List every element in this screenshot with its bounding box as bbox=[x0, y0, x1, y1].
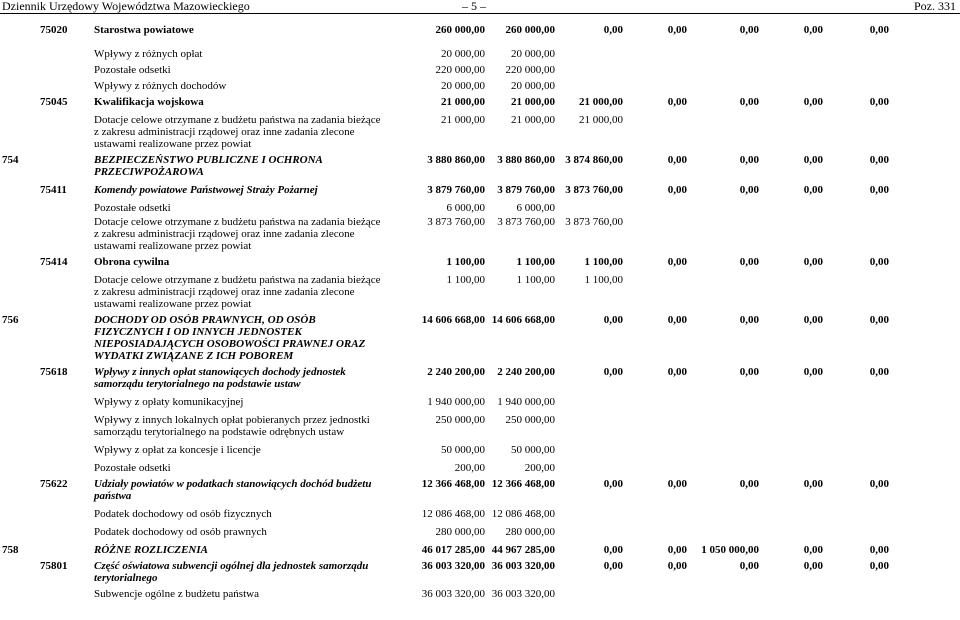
amount-cell: 50 000,00 bbox=[511, 444, 555, 456]
amount-cell: 0,00 bbox=[803, 154, 823, 166]
table-row bbox=[0, 508, 960, 526]
chapter-cell bbox=[0, 274, 36, 314]
chapter-cell bbox=[0, 64, 36, 80]
amount-cell: 0,00 bbox=[803, 256, 823, 268]
amount-cell bbox=[556, 526, 624, 544]
amount-cell: 250 000,00 bbox=[505, 414, 555, 426]
amount-cell bbox=[624, 48, 688, 64]
amount-cell: 0,00 bbox=[869, 366, 889, 378]
amount-cell bbox=[688, 508, 760, 526]
amount-cell bbox=[624, 274, 688, 314]
amount-cell: 21 000,00 bbox=[441, 96, 485, 108]
amount-cell bbox=[760, 216, 824, 256]
description-cell: Dotacje celowe otrzymane z budżetu państwa na zadania bieżące z zakresu administracji rządowej oraz inne zadania zlecone ustawami realizowane przez powiat bbox=[94, 274, 381, 310]
amount-cell bbox=[760, 80, 824, 96]
section-cell: 75622 bbox=[40, 478, 68, 490]
amount-cell bbox=[624, 114, 688, 154]
page-number: – 5 – bbox=[462, 0, 486, 13]
amount-cell: 1 100,00 bbox=[446, 274, 485, 286]
amount-cell bbox=[688, 274, 760, 314]
amount-cell bbox=[688, 48, 760, 64]
amount-cell bbox=[624, 462, 688, 478]
amount-cell: 0,00 bbox=[739, 366, 759, 378]
amount-cell bbox=[760, 526, 824, 544]
description-cell: Pozostałe odsetki bbox=[94, 64, 171, 76]
amount-cell: 12 086 468,00 bbox=[491, 508, 555, 520]
amount-cell: 12 366 468,00 bbox=[421, 478, 485, 490]
table-row bbox=[0, 216, 960, 256]
description-cell: Obrona cywilna bbox=[94, 256, 170, 268]
amount-cell: 14 606 668,00 bbox=[491, 314, 555, 326]
amount-cell bbox=[760, 414, 824, 444]
amount-cell: 1 940 000,00 bbox=[497, 396, 555, 408]
amount-cell: 1 100,00 bbox=[516, 256, 555, 268]
amount-cell: 0,00 bbox=[739, 184, 759, 196]
table-row bbox=[0, 462, 960, 478]
description-cell: Dotacje celowe otrzymane z budżetu państwa na zadania bieżące z zakresu administracji rządowej oraz inne zadania zlecone ustawami realizowane przez powiat bbox=[94, 216, 381, 252]
amount-cell bbox=[624, 64, 688, 80]
amount-cell: 21 000,00 bbox=[511, 114, 555, 126]
amount-cell bbox=[760, 588, 824, 604]
amount-cell bbox=[624, 80, 688, 96]
amount-cell: 0,00 bbox=[603, 560, 623, 572]
table-row bbox=[0, 544, 960, 560]
amount-cell bbox=[556, 508, 624, 526]
amount-cell: 20 000,00 bbox=[441, 80, 485, 92]
section-cell bbox=[36, 544, 90, 560]
chapter-cell bbox=[0, 526, 36, 544]
amount-cell bbox=[688, 526, 760, 544]
amount-cell bbox=[688, 444, 760, 462]
page-header bbox=[0, 0, 960, 14]
amount-cell bbox=[824, 508, 890, 526]
section-cell: 75801 bbox=[40, 560, 68, 572]
amount-cell: 250 000,00 bbox=[435, 414, 485, 426]
amount-cell: 46 017 285,00 bbox=[421, 544, 485, 556]
table-row bbox=[0, 96, 960, 114]
amount-cell: 0,00 bbox=[803, 478, 823, 490]
amount-cell: 0,00 bbox=[869, 560, 889, 572]
amount-cell: 0,00 bbox=[803, 184, 823, 196]
amount-cell bbox=[556, 396, 624, 414]
amount-cell: 6 000,00 bbox=[516, 202, 555, 214]
amount-cell: 0,00 bbox=[869, 154, 889, 166]
amount-cell bbox=[556, 414, 624, 444]
section-cell: 75411 bbox=[40, 184, 67, 196]
amount-cell bbox=[688, 414, 760, 444]
section-cell bbox=[36, 414, 90, 444]
amount-cell bbox=[760, 274, 824, 314]
amount-cell: 20 000,00 bbox=[511, 80, 555, 92]
description-cell: Komendy powiatowe Państwowej Straży Pożarnej bbox=[94, 184, 318, 196]
amount-cell: 0,00 bbox=[603, 478, 623, 490]
amount-cell: 0,00 bbox=[803, 544, 823, 556]
amount-cell: 2 240 200,00 bbox=[497, 366, 555, 378]
amount-cell: 1 100,00 bbox=[446, 256, 485, 268]
amount-cell: 280 000,00 bbox=[505, 526, 555, 538]
amount-cell: 0,00 bbox=[667, 154, 687, 166]
amount-cell: 21 000,00 bbox=[579, 114, 623, 126]
amount-cell: 21 000,00 bbox=[511, 96, 555, 108]
amount-cell: 0,00 bbox=[667, 314, 687, 326]
chapter-cell: 754 bbox=[2, 154, 19, 166]
table-row bbox=[0, 314, 960, 366]
amount-cell bbox=[760, 462, 824, 478]
chapter-cell bbox=[0, 216, 36, 256]
amount-cell bbox=[824, 64, 890, 80]
amount-cell: 3 873 760,00 bbox=[565, 184, 623, 196]
amount-cell: 0,00 bbox=[603, 24, 623, 36]
table-row bbox=[0, 526, 960, 544]
amount-cell bbox=[624, 444, 688, 462]
amount-cell: 0,00 bbox=[667, 366, 687, 378]
amount-cell bbox=[688, 202, 760, 216]
table-row bbox=[0, 64, 960, 80]
section-cell bbox=[36, 462, 90, 478]
amount-cell: 3 873 760,00 bbox=[427, 216, 485, 228]
amount-cell: 0,00 bbox=[739, 478, 759, 490]
amount-cell bbox=[760, 444, 824, 462]
amount-cell: 3 879 760,00 bbox=[497, 184, 555, 196]
amount-cell bbox=[624, 526, 688, 544]
amount-cell: 0,00 bbox=[803, 560, 823, 572]
amount-cell bbox=[624, 508, 688, 526]
amount-cell bbox=[824, 444, 890, 462]
section-cell bbox=[36, 444, 90, 462]
amount-cell: 36 003 320,00 bbox=[491, 588, 555, 600]
description-cell: DOCHODY OD OSÓB PRAWNYCH, OD OSÓB FIZYCZNYCH I OD INNYCH JEDNOSTEK NIEPOSIADAJĄCYCH OSOBOWOŚCI PRAWNEJ ORAZ WYDATKI ZWIĄZANE Z ICH POBOREM bbox=[94, 314, 366, 362]
amount-cell: 1 100,00 bbox=[584, 274, 623, 286]
amount-cell: 21 000,00 bbox=[441, 114, 485, 126]
amount-cell: 0,00 bbox=[739, 314, 759, 326]
chapter-cell bbox=[0, 444, 36, 462]
position-number: Poz. 331 bbox=[914, 0, 956, 13]
amount-cell: 280 000,00 bbox=[435, 526, 485, 538]
description-cell: Dotacje celowe otrzymane z budżetu państwa na zadania bieżące z zakresu administracji rządowej oraz inne zadania zlecone ustawami realizowane przez powiat bbox=[94, 114, 381, 150]
section-cell bbox=[36, 154, 90, 184]
amount-cell bbox=[824, 48, 890, 64]
description-cell: Podatek dochodowy od osób fizycznych bbox=[94, 508, 272, 520]
amount-cell: 0,00 bbox=[667, 478, 687, 490]
table-row bbox=[0, 396, 960, 414]
description-cell: Wpływy z innych opłat stanowiących dochody jednostek samorządu terytorialnego na podstawie ustaw bbox=[94, 366, 346, 390]
description-cell: Podatek dochodowy od osób prawnych bbox=[94, 526, 267, 538]
chapter-cell bbox=[0, 462, 36, 478]
section-cell bbox=[36, 396, 90, 414]
chapter-cell bbox=[0, 184, 36, 202]
chapter-cell bbox=[0, 96, 36, 114]
table-row bbox=[0, 274, 960, 314]
amount-cell bbox=[760, 202, 824, 216]
amount-cell: 0,00 bbox=[667, 24, 687, 36]
amount-cell bbox=[688, 64, 760, 80]
table-row bbox=[0, 414, 960, 444]
amount-cell: 0,00 bbox=[803, 24, 823, 36]
amount-cell: 12 086 468,00 bbox=[421, 508, 485, 520]
chapter-cell bbox=[0, 366, 36, 396]
table-row bbox=[0, 24, 960, 48]
section-cell: 75618 bbox=[40, 366, 68, 378]
amount-cell bbox=[824, 80, 890, 96]
amount-cell: 0,00 bbox=[803, 96, 823, 108]
amount-cell bbox=[760, 508, 824, 526]
chapter-cell bbox=[0, 414, 36, 444]
amount-cell: 0,00 bbox=[667, 560, 687, 572]
section-cell bbox=[36, 588, 90, 604]
amount-cell bbox=[556, 462, 624, 478]
description-cell: Wpływy z różnych dochodów bbox=[94, 80, 227, 92]
chapter-cell: 758 bbox=[2, 544, 19, 556]
amount-cell: 0,00 bbox=[667, 96, 687, 108]
amount-cell bbox=[824, 216, 890, 256]
amount-cell: 0,00 bbox=[739, 96, 759, 108]
description-cell: BEZPIECZEŃSTWO PUBLICZNE I OCHRONA PRZECIWPOŻAROWA bbox=[94, 154, 323, 178]
amount-cell: 0,00 bbox=[869, 314, 889, 326]
section-cell: 75414 bbox=[40, 256, 68, 268]
amount-cell: 50 000,00 bbox=[441, 444, 485, 456]
amount-cell: 0,00 bbox=[869, 96, 889, 108]
amount-cell: 0,00 bbox=[603, 314, 623, 326]
table-row bbox=[0, 366, 960, 396]
amount-cell bbox=[760, 64, 824, 80]
amount-cell: 20 000,00 bbox=[441, 48, 485, 60]
amount-cell bbox=[760, 114, 824, 154]
amount-cell: 0,00 bbox=[869, 478, 889, 490]
amount-cell: 3 880 860,00 bbox=[497, 154, 555, 166]
amount-cell: 0,00 bbox=[869, 184, 889, 196]
amount-cell bbox=[688, 216, 760, 256]
description-cell: Kwalifikacja wojskowa bbox=[94, 96, 204, 108]
amount-cell bbox=[624, 216, 688, 256]
description-cell: Wpływy z opłat za koncesje i licencje bbox=[94, 444, 261, 456]
amount-cell: 0,00 bbox=[603, 544, 623, 556]
section-cell: 75020 bbox=[40, 24, 68, 36]
amount-cell: 1 940 000,00 bbox=[427, 396, 485, 408]
chapter-cell bbox=[0, 80, 36, 96]
chapter-cell bbox=[0, 588, 36, 604]
table-row bbox=[0, 48, 960, 64]
amount-cell: 0,00 bbox=[869, 544, 889, 556]
amount-cell: 3 874 860,00 bbox=[565, 154, 623, 166]
amount-cell bbox=[556, 202, 624, 216]
table-row bbox=[0, 114, 960, 154]
table-row bbox=[0, 154, 960, 184]
amount-cell bbox=[824, 396, 890, 414]
amount-cell: 0,00 bbox=[869, 256, 889, 268]
description-cell: Udziały powiatów w podatkach stanowiących dochód budżetu państwa bbox=[94, 478, 372, 502]
amount-cell bbox=[824, 414, 890, 444]
amount-cell: 200,00 bbox=[524, 462, 555, 474]
section-cell bbox=[36, 80, 90, 96]
chapter-cell bbox=[0, 256, 36, 274]
section-cell bbox=[36, 314, 90, 366]
amount-cell: 36 003 320,00 bbox=[421, 560, 485, 572]
amount-cell bbox=[824, 114, 890, 154]
table-row bbox=[0, 478, 960, 508]
amount-cell: 260 000,00 bbox=[505, 24, 555, 36]
description-cell: Wpływy z różnych opłat bbox=[94, 48, 203, 60]
section-cell bbox=[36, 508, 90, 526]
amount-cell: 0,00 bbox=[739, 154, 759, 166]
chapter-cell bbox=[0, 114, 36, 154]
amount-cell bbox=[624, 588, 688, 604]
amount-cell bbox=[556, 48, 624, 64]
amount-cell: 21 000,00 bbox=[579, 96, 623, 108]
amount-cell: 0,00 bbox=[667, 256, 687, 268]
amount-cell bbox=[760, 48, 824, 64]
amount-cell bbox=[824, 588, 890, 604]
amount-cell bbox=[556, 64, 624, 80]
amount-cell: 220 000,00 bbox=[435, 64, 485, 76]
table-row bbox=[0, 80, 960, 96]
amount-cell: 3 873 760,00 bbox=[497, 216, 555, 228]
amount-cell bbox=[688, 80, 760, 96]
amount-cell: 220 000,00 bbox=[505, 64, 555, 76]
amount-cell: 3 873 760,00 bbox=[565, 216, 623, 228]
amount-cell: 20 000,00 bbox=[511, 48, 555, 60]
amount-cell bbox=[688, 114, 760, 154]
amount-cell: 6 000,00 bbox=[446, 202, 485, 214]
description-cell: Wpływy z opłaty komunikacyjnej bbox=[94, 396, 244, 408]
table-row bbox=[0, 560, 960, 588]
section-cell bbox=[36, 114, 90, 154]
section-cell bbox=[36, 64, 90, 80]
budget-table bbox=[0, 24, 960, 604]
amount-cell: 0,00 bbox=[739, 256, 759, 268]
section-cell: 75045 bbox=[40, 96, 68, 108]
chapter-cell bbox=[0, 48, 36, 64]
amount-cell: 12 366 468,00 bbox=[491, 478, 555, 490]
amount-cell bbox=[688, 588, 760, 604]
amount-cell: 2 240 200,00 bbox=[427, 366, 485, 378]
description-cell: Część oświatowa subwencji ogólnej dla jednostek samorządu terytorialnego bbox=[94, 560, 369, 584]
amount-cell bbox=[760, 396, 824, 414]
chapter-cell bbox=[0, 24, 36, 48]
amount-cell: 1 100,00 bbox=[584, 256, 623, 268]
amount-cell: 3 879 760,00 bbox=[427, 184, 485, 196]
amount-cell bbox=[688, 396, 760, 414]
amount-cell: 0,00 bbox=[739, 560, 759, 572]
amount-cell: 36 003 320,00 bbox=[491, 560, 555, 572]
amount-cell bbox=[624, 396, 688, 414]
section-cell bbox=[36, 216, 90, 256]
amount-cell: 0,00 bbox=[667, 184, 687, 196]
amount-cell: 36 003 320,00 bbox=[421, 588, 485, 600]
table-row bbox=[0, 588, 960, 604]
chapter-cell bbox=[0, 560, 36, 588]
section-cell bbox=[36, 202, 90, 216]
amount-cell: 0,00 bbox=[803, 314, 823, 326]
section-cell bbox=[36, 274, 90, 314]
description-cell: Wpływy z innych lokalnych opłat pobieranych przez jednostki samorządu terytorialnego na podstawie odrębnych ustaw bbox=[94, 414, 370, 438]
table-body bbox=[0, 24, 960, 604]
section-cell bbox=[36, 48, 90, 64]
description-cell: Pozostałe odsetki bbox=[94, 462, 171, 474]
amount-cell bbox=[556, 588, 624, 604]
amount-cell bbox=[824, 274, 890, 314]
amount-cell: 14 606 668,00 bbox=[421, 314, 485, 326]
amount-cell bbox=[824, 462, 890, 478]
description-cell: Subwencje ogólne z budżetu państwa bbox=[94, 588, 259, 600]
amount-cell: 0,00 bbox=[667, 544, 687, 556]
chapter-cell: 756 bbox=[2, 314, 19, 326]
chapter-cell bbox=[0, 508, 36, 526]
amount-cell bbox=[624, 202, 688, 216]
section-cell bbox=[36, 526, 90, 544]
journal-title: Dziennik Urzędowy Województwa Mazowieckiego bbox=[2, 0, 250, 13]
amount-cell bbox=[824, 202, 890, 216]
amount-cell bbox=[556, 80, 624, 96]
amount-cell bbox=[688, 462, 760, 478]
amount-cell: 1 100,00 bbox=[516, 274, 555, 286]
table-row bbox=[0, 202, 960, 216]
table-row bbox=[0, 256, 960, 274]
table-row bbox=[0, 444, 960, 462]
amount-cell: 200,00 bbox=[454, 462, 485, 474]
description-cell: Starostwa powiatowe bbox=[94, 24, 194, 36]
amount-cell: 0,00 bbox=[603, 366, 623, 378]
description-cell: Pozostałe odsetki bbox=[94, 202, 171, 214]
amount-cell: 0,00 bbox=[803, 366, 823, 378]
table-row bbox=[0, 184, 960, 202]
amount-cell: 260 000,00 bbox=[435, 24, 485, 36]
amount-cell bbox=[556, 444, 624, 462]
amount-cell bbox=[824, 526, 890, 544]
amount-cell: 0,00 bbox=[739, 24, 759, 36]
chapter-cell bbox=[0, 202, 36, 216]
amount-cell: 1 050 000,00 bbox=[701, 544, 759, 556]
amount-cell: 3 880 860,00 bbox=[427, 154, 485, 166]
amount-cell: 44 967 285,00 bbox=[491, 544, 555, 556]
chapter-cell bbox=[0, 396, 36, 414]
chapter-cell bbox=[0, 478, 36, 508]
amount-cell bbox=[624, 414, 688, 444]
amount-cell: 0,00 bbox=[869, 24, 889, 36]
description-cell: RÓŻNE ROZLICZENIA bbox=[94, 544, 208, 556]
